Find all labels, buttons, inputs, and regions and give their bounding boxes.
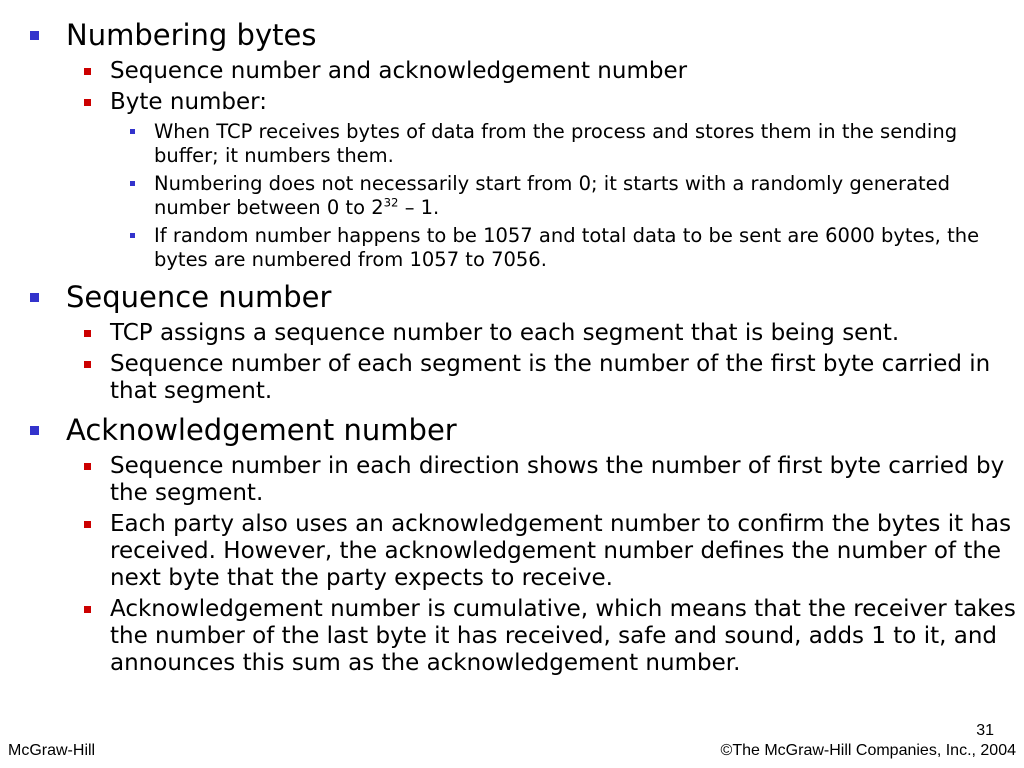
sub-bullet-item <box>28 224 1018 272</box>
square-bullet-icon <box>84 361 91 368</box>
sub-bullet-text: If random number happens to be 1057 and total data to be sent are 6000 bytes, the bytes are numbered from 1057 to 7056. <box>154 224 980 271</box>
square-bullet-icon <box>84 330 91 337</box>
bullet-text: Acknowledgement number is cumulative, which means that the receiver takes the number of the last byte it has received, safe and sound, adds 1 to it, and announces this sum as the acknowledgement number. <box>110 596 1016 676</box>
sub-bullet-text: When TCP receives bytes of data from the process and stores them in the sending buffer; it numbers them. <box>154 120 958 167</box>
square-bullet-icon <box>130 129 135 134</box>
bullet-item <box>28 320 1018 347</box>
bullet-text: Byte number: <box>110 89 267 115</box>
square-bullet-icon <box>30 426 39 435</box>
bullet-item <box>28 58 1018 85</box>
bullet-text: Sequence number in each direction shows the number of first byte carried by the segment. <box>110 453 1005 506</box>
sub-bullet-text-start: Numbering does not necessarily start from 0; it starts with a randomly generated number between 0 to 2 <box>154 172 951 219</box>
bullet-acknowledgement-number <box>28 411 1018 449</box>
footer-copyright: ©The McGraw-Hill Companies, Inc., 2004 <box>720 742 1016 759</box>
square-bullet-icon <box>84 99 91 106</box>
square-bullet-icon <box>30 31 39 40</box>
bullet-heading: Acknowledgement number <box>66 413 457 447</box>
square-bullet-icon <box>84 521 91 528</box>
sub-bullet-text-end: – 1. <box>398 196 440 219</box>
bullet-text: TCP assigns a sequence number to each segment that is being sent. <box>110 320 900 346</box>
bullet-heading: Sequence number <box>66 280 332 314</box>
bullet-item <box>28 351 1018 405</box>
sub-bullet-item <box>28 172 1018 220</box>
slide-body <box>28 16 1018 677</box>
bullet-item <box>28 453 1018 507</box>
square-bullet-icon <box>30 293 39 302</box>
bullet-sequence-number <box>28 278 1018 316</box>
square-bullet-icon <box>130 181 135 186</box>
bullet-text: Each party also uses an acknowledgement number to confirm the bytes it has received. However, the acknowledgement number defines the number of the next byte that the party expects to receive. <box>110 511 1012 591</box>
bullet-text: Sequence number of each segment is the number of the first byte carried in that segment. <box>110 351 991 404</box>
bullet-item <box>28 596 1018 677</box>
bullet-heading: Numbering bytes <box>66 18 317 52</box>
square-bullet-icon <box>84 606 91 613</box>
exponent: 32 <box>383 195 399 210</box>
bullet-text: Sequence number and acknowledgement number <box>110 58 688 84</box>
square-bullet-icon <box>130 233 135 238</box>
sub-bullet-text <box>154 172 950 219</box>
footer-publisher: McGraw-Hill <box>8 742 96 759</box>
sub-bullet-item <box>28 120 1018 168</box>
bullet-item <box>28 511 1018 592</box>
slide-number: 31 <box>976 722 994 739</box>
bullet-numbering-bytes <box>28 16 1018 54</box>
bullet-item <box>28 89 1018 116</box>
square-bullet-icon <box>84 68 91 75</box>
square-bullet-icon <box>84 463 91 470</box>
